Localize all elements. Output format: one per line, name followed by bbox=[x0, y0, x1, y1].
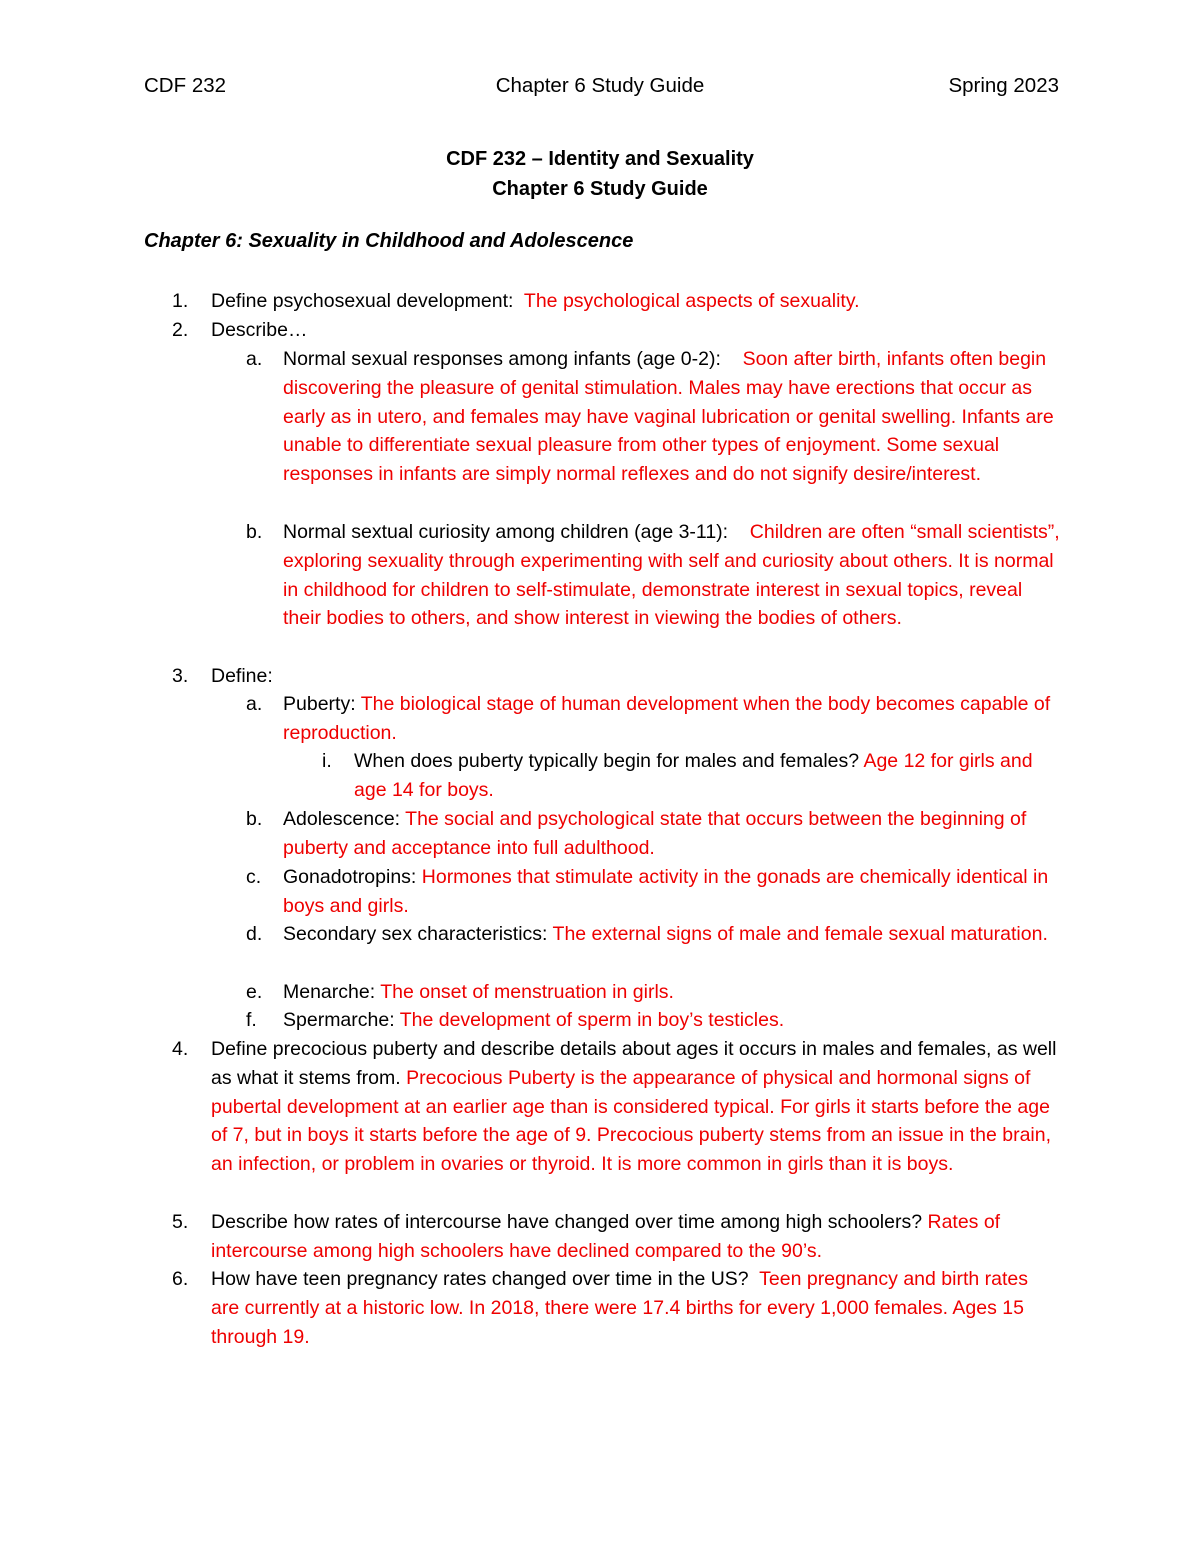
q4-answer: Precocious Puberty is the appearance of physical and hormonal signs of pubertal development at an earlier age than is considered typical. For girls it starts before the age of 7, but in boys it starts before the age of 9. Precocious puberty stems from an issue in the brain, an infection, or problem in ovaries or thyroid. It is more common in girls than it is boys. bbox=[211, 1066, 1052, 1176]
q6-answer: Teen pregnancy and birth rates are currently at a historic low. In 2018, there were 17.4 births for every 1,000 females. Ages 15 through 19. bbox=[211, 1268, 1028, 1348]
q3b-answer: The social and psychological state that occurs between the beginning of puberty and acceptance into full adulthood. bbox=[283, 808, 1027, 859]
q2a-letter: a. bbox=[246, 348, 263, 370]
q3a-term: Puberty: bbox=[283, 693, 356, 715]
q6-item bbox=[211, 1265, 1061, 1351]
q4-item bbox=[211, 1035, 1061, 1179]
q5-prompt: Describe how rates of intercourse have changed over time among high schoolers? bbox=[211, 1211, 923, 1233]
q4-number: 4. bbox=[172, 1038, 189, 1060]
q3f-answer: The development of sperm in boy’s testicles. bbox=[399, 1009, 785, 1031]
q2-item: Describe… bbox=[211, 319, 308, 341]
q2b-item bbox=[283, 518, 1063, 633]
q3e-term: Menarche: bbox=[283, 981, 376, 1003]
q2b-prompt: Normal sextual curiosity among children (age 3-11): bbox=[283, 521, 729, 543]
q3d-item bbox=[283, 920, 1063, 949]
q2b-letter: b. bbox=[246, 521, 263, 543]
q6-number: 6. bbox=[172, 1268, 189, 1290]
q3f-term: Spermarche: bbox=[283, 1009, 395, 1031]
q3c-item bbox=[283, 863, 1063, 921]
q3e-item bbox=[283, 978, 1063, 1007]
q3b-letter: b. bbox=[246, 808, 263, 830]
title-line-1: CDF 232 – Identity and Sexuality bbox=[446, 148, 754, 170]
q1-number: 1. bbox=[172, 290, 189, 312]
q3e-letter: e. bbox=[246, 981, 263, 1003]
q5-answer: Rates of intercourse among high schoolers have declined compared to the 90’s. bbox=[211, 1211, 1001, 1262]
q3b-item bbox=[283, 805, 1063, 863]
q3-number: 3. bbox=[172, 665, 189, 687]
q3e-answer: The onset of menstruation in girls. bbox=[380, 981, 674, 1003]
q3d-letter: d. bbox=[246, 923, 263, 945]
q3f-item bbox=[283, 1006, 1063, 1035]
header-course: CDF 232 bbox=[144, 74, 227, 97]
q3ai-prompt: When does puberty typically begin for males and females? bbox=[354, 750, 860, 772]
q3f-letter: f. bbox=[246, 1009, 257, 1031]
q3ai-item bbox=[354, 747, 1054, 805]
document-title bbox=[0, 144, 1200, 204]
q2a-item bbox=[283, 345, 1063, 489]
q3c-term: Gonadotropins: bbox=[283, 866, 417, 888]
chapter-heading: Chapter 6: Sexuality in Childhood and Adolescence bbox=[144, 230, 634, 252]
q3c-letter: c. bbox=[246, 866, 262, 888]
q5-number: 5. bbox=[172, 1211, 189, 1233]
q3a-item bbox=[283, 690, 1063, 748]
q6-prompt: How have teen pregnancy rates changed over time in the US? bbox=[211, 1268, 749, 1290]
q1-answer: The psychological aspects of sexuality. bbox=[523, 290, 860, 312]
q3a-answer: The biological stage of human development when the body becomes capable of reproduction. bbox=[283, 693, 1051, 744]
q2a-prompt: Normal sexual responses among infants (age 0-2): bbox=[283, 348, 721, 370]
q5-item bbox=[211, 1208, 1061, 1266]
title-line-2: Chapter 6 Study Guide bbox=[492, 178, 708, 200]
q2-number: 2. bbox=[172, 319, 189, 341]
q3c-answer: Hormones that stimulate activity in the gonads are chemically identical in boys and girls. bbox=[283, 866, 1049, 917]
q3d-term: Secondary sex characteristics: bbox=[283, 923, 548, 945]
q2b-answer: Children are often “small scientists”, exploring sexuality through experimenting with self and curiosity about others. It is normal in childhood for children to self-stimulate, demonstrate interest in sexual topics, reveal their bodies to others, and show interest in viewing the bodies of others. bbox=[283, 521, 1060, 630]
q3a-letter: a. bbox=[246, 693, 263, 715]
q4-prompt: Define precocious puberty and describe details about ages it occurs in males and females, as well as what it stems from. bbox=[211, 1038, 1057, 1089]
q3d-answer: The external signs of male and female sexual maturation. bbox=[552, 923, 1048, 945]
q3ai-letter: i. bbox=[322, 750, 332, 772]
q3-item: Define: bbox=[211, 665, 273, 687]
q1-item bbox=[211, 287, 1061, 316]
header-term: Spring 2023 bbox=[948, 74, 1059, 97]
q2a-answer: Soon after birth, infants often begin discovering the pleasure of genital stimulation. Males may have erections that occur as early as in utero, and females may have vaginal lubrication or genital swelling. Infants are unable to differentiate sexual pleasure from other types of enjoyment. Some sexual responses in infants are simply normal reflexes and do not signify desire/interest. bbox=[283, 348, 1054, 486]
q1-prompt: Define psychosexual development: bbox=[211, 290, 514, 312]
q3b-term: Adolescence: bbox=[283, 808, 401, 830]
header-guide: Chapter 6 Study Guide bbox=[495, 74, 705, 97]
q3ai-answer: Age 12 for girls and age 14 for boys. bbox=[354, 750, 1033, 801]
